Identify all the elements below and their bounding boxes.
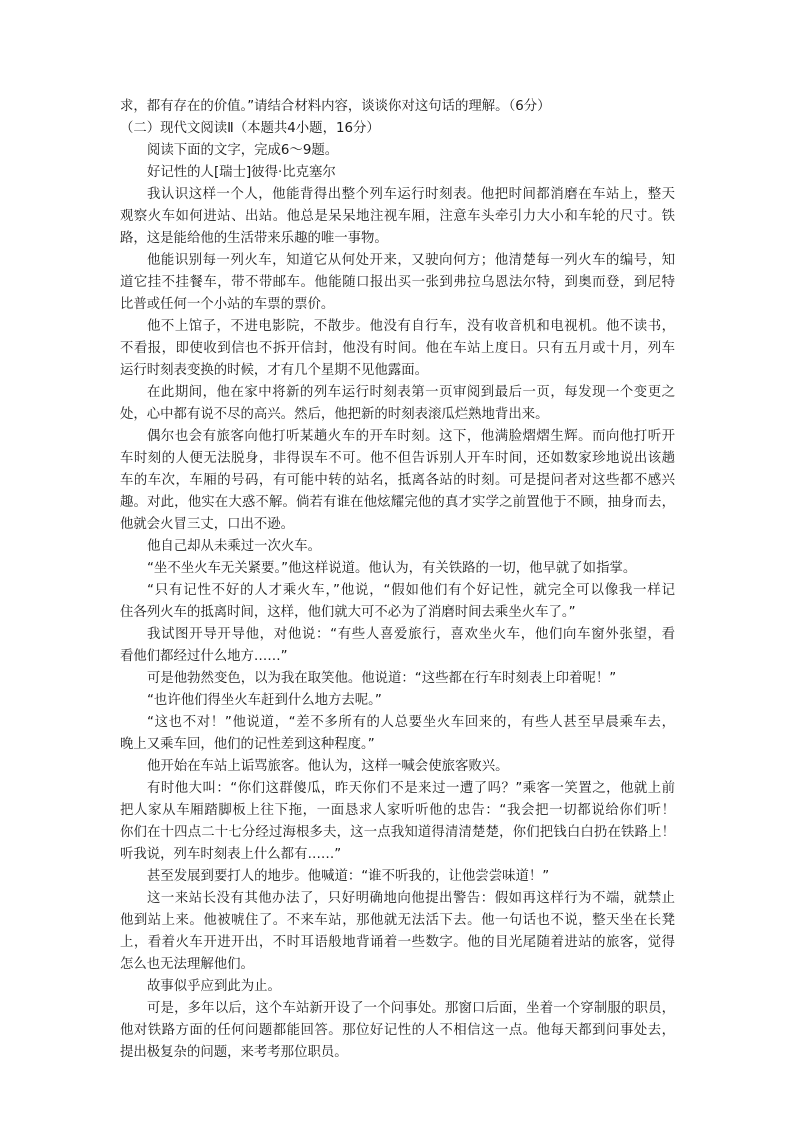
paragraph xyxy=(120,184,675,250)
paragraph-line: 他对铁路方面的任何问题都能回答。那位好记性的人不相信这一点。他每天都到问事处去， xyxy=(120,1023,675,1038)
paragraph-line: 你们在十四点二十七分经过海根多夫，这一点我知道得清清楚楚，你们把钱白白扔在铁路上！ xyxy=(120,825,675,840)
paragraph xyxy=(120,316,675,382)
document-page xyxy=(120,96,675,1064)
instruction: 阅读下面的文字，完成6～9题。 xyxy=(147,143,339,158)
paragraph-line: 他到站上来。他被唬住了。不来车站，那他就无法活下去。他一句话也不说，整天坐在长凳 xyxy=(120,913,675,928)
paragraph xyxy=(120,756,675,778)
paragraph-line: 偶尔也会有旅客向他打听某趟火车的开车时刻。这下，他满脸熠熠生辉。而向他打听开 xyxy=(147,429,675,444)
paragraph-line: 他不上馆子，不进电影院，不散步。他没有自行车，没有收音机和电视机。他不读书， xyxy=(147,319,675,334)
paragraph-line: 听我说，列车时刻表上什么都有……” xyxy=(120,847,342,862)
paragraph-line: 比普或任何一个小站的车票的票价。 xyxy=(120,297,335,312)
paragraph-line: “也许他们得坐火车赶到什么地方去呢。” xyxy=(147,693,382,708)
paragraph-line: 车的车次，车厢的号码，有可能中转的站名，抵离各站的时刻。可是提问者对这些都不感兴 xyxy=(120,473,675,488)
paragraph-line: 我认识这样一个人，他能背得出整个列车运行时刻表。他把时间都消磨在车站上，整天 xyxy=(147,187,675,202)
paragraph-line: 运行时刻表变换的时候，才有几个星期不见他露面。 xyxy=(120,363,428,378)
paragraph-line: 晚上又乘车回，他们的记性差到这种程度。” xyxy=(120,737,375,752)
paragraph-line: 甚至发展到要打人的地步。他喊道：“谁不听我的，让他尝尝味道！” xyxy=(147,869,550,884)
paragraph-line: 在此期间，他在家中将新的列车运行时刻表第一页审阅到最后一页，每发现一个变更之 xyxy=(147,385,675,400)
paragraph-line: 住各列火车的抵离时间，这样，他们就大可不必为了消磨时间去乘坐火车了。” xyxy=(120,605,576,620)
paragraph xyxy=(120,250,675,316)
paragraph xyxy=(120,690,675,712)
paragraph-line: 上，看着火车开进开出，不时耳语般地背诵着一些数字。他的目光尾随着进站的旅客，觉得 xyxy=(120,935,675,950)
paragraph-line: 可是，多年以后，这个车站新开设了一个问事处。那窗口后面，坐着一个穿制服的职员， xyxy=(147,1001,675,1016)
paragraph-line: 不看报，即使收到信也不拆开信封，他没有时间。他在车站上度日。只有五月或十月，列车 xyxy=(120,341,675,356)
paragraph xyxy=(120,998,675,1064)
paragraph-line: 可是他勃然变色，以为我在取笑他。他说道：“这些都在行车时刻表上印着呢！” xyxy=(147,671,617,686)
paragraph xyxy=(120,426,675,536)
story-body xyxy=(120,184,675,1064)
paragraph xyxy=(120,712,675,756)
paragraph-line: 把人家从车厢踏脚板上往下拖，一面恳求人家听听他的忠告：“我会把一切都说给你们听！ xyxy=(120,803,675,818)
paragraph-line: 车时刻的人便无法脱身，非得误车不可。他不但告诉别人开车时间，还如数家珍地说出该趟 xyxy=(120,451,675,466)
paragraph-line: “只有记性不好的人才乘火车，”他说，“假如他们有个好记性，就完全可以像我一样记 xyxy=(147,583,675,598)
paragraph-line: 看他们都经过什么地方……” xyxy=(120,649,288,664)
paragraph xyxy=(120,668,675,690)
paragraph-line: “这也不对！”他说道，“差不多所有的人总要坐火车回来的，有些人甚至早晨乘车去， xyxy=(147,715,675,730)
paragraph xyxy=(120,778,675,866)
story-title: 好记性的人[瑞士]彼得·比克塞尔 xyxy=(147,165,336,180)
paragraph-line: 这一来站长没有其他办法了，只好明确地向他提出警告：假如再这样行为不端，就禁止 xyxy=(147,891,675,906)
paragraph xyxy=(120,558,675,580)
paragraph-line: 怎么也无法理解他们。 xyxy=(120,957,254,972)
section-heading: （二）现代文阅读Ⅱ（本题共4小题，16分） xyxy=(120,121,380,136)
paragraph xyxy=(120,382,675,426)
paragraph xyxy=(120,624,675,668)
paragraph xyxy=(120,976,675,998)
paragraph-line: “坐不坐火车无关紧要。”他这样说道。他认为，有关铁路的一切，他早就了如指掌。 xyxy=(147,561,637,576)
question-tail: 求，都有存在的价值。”请结合材料内容，谈谈你对这句话的理解。（6分） xyxy=(120,99,551,114)
paragraph-line: 他自己却从未乘过一次火车。 xyxy=(147,539,322,554)
paragraph-line: 故事似乎应到此为止。 xyxy=(147,979,281,994)
paragraph-line: 处，心中都有说不尽的高兴。然后，他把新的时刻表滚瓜烂熟地背出来。 xyxy=(120,407,549,422)
paragraph xyxy=(120,888,675,976)
paragraph xyxy=(120,580,675,624)
paragraph-line: 路，这是能给他的生活带来乐趣的唯一事物。 xyxy=(120,231,388,246)
paragraph-line: 他开始在车站上诟骂旅客。他认为，这样一喊会使旅客败兴。 xyxy=(147,759,509,774)
paragraph-line: 道它挂不挂餐车，带不带邮车。他能随口报出买一张到弗拉乌恩法尔特，到奥而登，到尼特 xyxy=(120,275,675,290)
paragraph xyxy=(120,536,675,558)
paragraph-line: 他能识别每一列火车，知道它从何处开来，又驶向何方；他清楚每一列火车的编号，知 xyxy=(147,253,675,268)
paragraph-line: 趣。对此，他实在大惑不解。倘若有谁在他炫耀完他的真才实学之前置他于不顾，抽身而去， xyxy=(120,495,675,510)
paragraph-line: 有时他大叫：“你们这群傻瓜，昨天你们不是来过一遭了吗？”乘客一笑置之，他就上前 xyxy=(147,781,675,796)
paragraph-line: 观察火车如何进站、出站。他总是呆呆地注视车厢，注意车头牵引力大小和车轮的尺寸。铁 xyxy=(120,209,675,224)
paragraph-line: 我试图开导开导他，对他说：“有些人喜爱旅行，喜欢坐火车，他们向车窗外张望，看 xyxy=(147,627,675,642)
paragraph-line: 他就会火冒三丈，口出不逊。 xyxy=(120,517,295,532)
paragraph xyxy=(120,866,675,888)
paragraph-line: 提出极复杂的问题，来考考那位职员。 xyxy=(120,1045,348,1060)
